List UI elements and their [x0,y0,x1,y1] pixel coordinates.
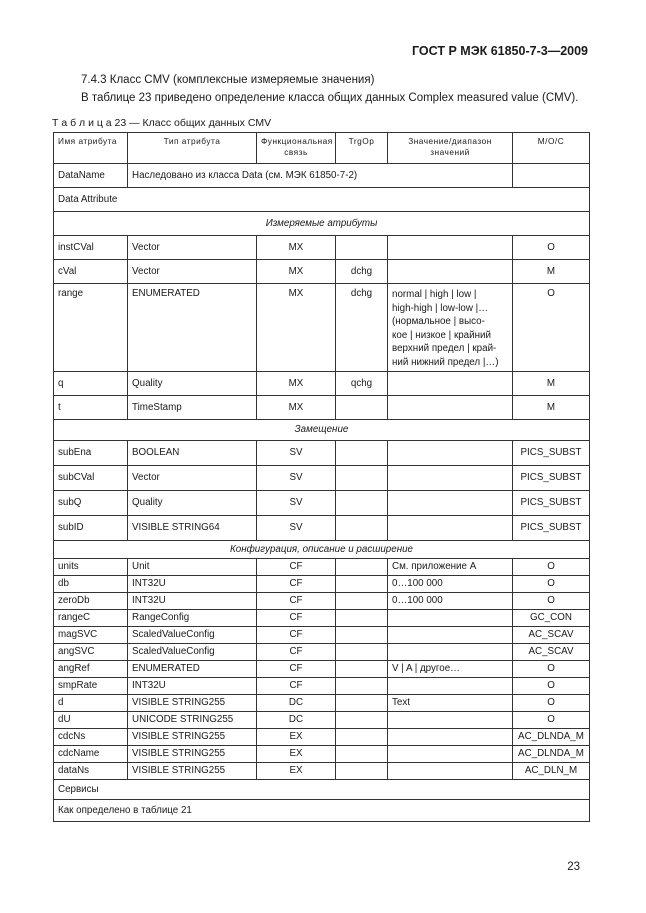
table-row: subEna BOOLEAN SV PICS_SUBST [54,440,590,465]
table-row: subCVal Vector SV PICS_SUBST [54,465,590,490]
section-row-subst [54,419,590,440]
section-title-measured: Измеряемые атрибуты [54,212,590,236]
dataname-cell: DataName [54,164,128,188]
table-row: q Quality MX qchg M [54,371,590,395]
services-text-row [54,799,590,821]
services-row [54,779,590,799]
table-caption: Т а б л и ц а 23 — Класс общих данных CMV [52,117,272,129]
col-header-name: Имя атрибута [54,133,128,164]
table-row: db INT32U CF 0…100 000 O [54,575,590,592]
col-header-moc: М/О/С [513,133,590,164]
table-row: angSVC ScaledValueConfig CF AC_SCAV [54,643,590,660]
table-row: units Unit CF См. приложение А O [54,558,590,575]
table-row: cVal Vector MX dchg M [54,260,590,284]
data-attribute-row [54,188,590,212]
table-row: cdcName VISIBLE STRING255 EX AC_DLNDA_M [54,745,590,762]
section-title-config: Конфигурация, описание и расширение [54,540,590,558]
table-row: range ENUMERATED MX dchg normal | high | low | high-high | low-low |… (нормальное | высо- кое | низкое | крайний верхний предел | край- ний нижний предел |…) O [54,284,590,372]
col-header-type: Тип атрибута [128,133,257,164]
data-attribute-cell: Data Attribute [54,188,590,212]
table-row: dU UNICODE STRING255 DC O [54,711,590,728]
section-row-config [54,540,590,558]
table-row: magSVC ScaledValueConfig CF AC_SCAV [54,626,590,643]
table-row: subQ Quality SV PICS_SUBST [54,490,590,515]
table-row: smpRate INT32U CF O [54,677,590,694]
table-header-row [54,133,590,164]
table-row: rangeC RangeConfig CF GC_CON [54,609,590,626]
cmv-table [53,132,590,822]
document-header: ГОСТ Р МЭК 61850-7-3—2009 [412,44,588,58]
dataname-row [54,164,590,188]
table-row: cdcNs VISIBLE STRING255 EX AC_DLNDA_M [54,728,590,745]
section-row-measured [54,212,590,236]
intro-paragraph: В таблице 23 приведено определение класса общих данных Complex measured value (CMV). [81,92,579,104]
page-number: 23 [567,861,580,873]
table-row: angRef ENUMERATED CF V | A | другое… O [54,660,590,677]
table-row: t TimeStamp MX M [54,395,590,419]
table-row: d VISIBLE STRING255 DC Text O [54,694,590,711]
table-row: subID VISIBLE STRING64 SV PICS_SUBST [54,515,590,540]
section-heading: 7.4.3 Класс CMV (комплексные измеряемые значения) [81,74,375,86]
table-row: instCVal Vector MX O [54,236,590,260]
range-values-cell: normal | high | low | high-high | low-low |… (нормальное | высо- кое | низкое | крайний верхний предел | край- ний нижний предел |…) [388,284,513,372]
section-title-subst: Замещение [54,419,590,440]
col-header-fc: Функциональная связь [257,133,336,164]
dataname-inherit-cell: Наследовано из класса Data (см. МЭК 61850-7-2) [128,164,513,188]
col-header-trgop: TrgOp [336,133,388,164]
table-row: zeroDb INT32U CF 0…100 000 O [54,592,590,609]
col-header-range: Значение/диапазон значений [388,133,513,164]
services-text: Как определено в таблице 21 [54,799,590,821]
services-label: Сервисы [54,779,590,799]
table-row: dataNs VISIBLE STRING255 EX AC_DLN_M [54,762,590,779]
